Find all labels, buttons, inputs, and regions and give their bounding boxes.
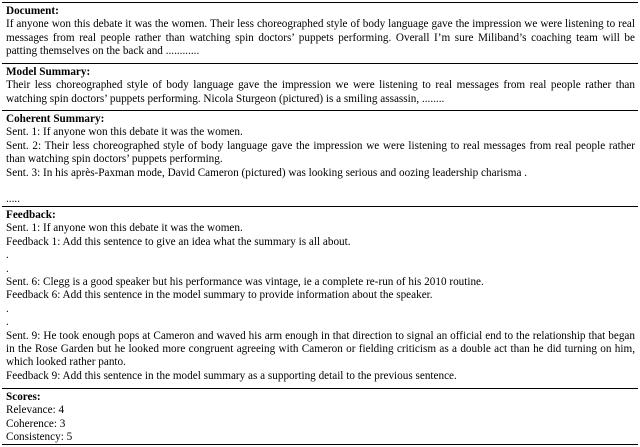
feedback-dot: . bbox=[6, 302, 9, 315]
score-coherence: Coherence: 3 bbox=[6, 417, 66, 430]
feedback-sent-9: Sent. 9: He took enough pops at Cameron and waved his arm enough in that direction to signal an official end to the relationship that began in the Rose Garden but he looked more congruent agreeing with Cameron or fielding criticism as a double act than he did turning on him, which looked rather panto. bbox=[6, 329, 635, 369]
model-summary-heading: Model Summary: bbox=[6, 66, 91, 78]
score-consistency: Consistency: 5 bbox=[6, 431, 73, 444]
model-summary-section bbox=[2, 64, 638, 111]
coherent-summary-heading: Coherent Summary: bbox=[6, 113, 105, 125]
feedback-section bbox=[2, 207, 638, 389]
feedback-1: Feedback 1: Add this sentence to give an idea what the summary is all about. bbox=[6, 235, 351, 248]
coherent-summary-section bbox=[2, 111, 638, 207]
example-table bbox=[2, 2, 638, 445]
feedback-9: Feedback 9: Add this sentence in the model summary as a supporting detail to the previous sentence. bbox=[6, 369, 457, 382]
document-section bbox=[2, 3, 638, 64]
feedback-dot: . bbox=[6, 249, 9, 262]
scores-heading: Scores: bbox=[6, 391, 41, 403]
coherent-ellipsis: ..... bbox=[6, 193, 20, 206]
feedback-dot: . bbox=[6, 316, 9, 329]
feedback-dot: . bbox=[6, 262, 9, 275]
feedback-heading: Feedback: bbox=[6, 209, 56, 221]
model-summary-text: Their less choreographed style of body language gave the impression we were listening to real messages from real people rather than watching spin doctors’ puppets performing. Nicola Sturgeon (pictured) is a smiling assassin, ........ bbox=[6, 79, 635, 105]
document-heading: Document: bbox=[6, 5, 59, 17]
document-text: If anyone won this debate it was the women. Their less choreographed style of body language gave the impression we were listening to real messages from real people rather than watching spin doctors’ puppets performing. Overall I’m sure Miliband’s coaching team will be patting themselves on the back and ............ bbox=[6, 18, 635, 58]
feedback-sent-6: Sent. 6: Clegg is a good speaker but his performance was vintage, ie a complete re-run of his 2010 routine. bbox=[6, 276, 484, 289]
coherent-sent-3: Sent. 3: In his après-Paxman mode, David Cameron (pictured) was looking serious and oozing leadership charisma . bbox=[6, 166, 528, 179]
coherent-sent-2: Sent. 2: Their less choreographed style of body language gave the impression we were listening to real messages from real people rather than watching spin doctors’ puppets performing. bbox=[6, 139, 635, 166]
score-relevance: Relevance: 4 bbox=[6, 404, 65, 417]
feedback-sent-1: Sent. 1: If anyone won this debate it was the women. bbox=[6, 222, 243, 235]
feedback-6: Feedback 6: Add this sentence in the model summary to provide information about the speaker. bbox=[6, 289, 433, 302]
coherent-sent-1: Sent. 1: If anyone won this debate it was the women. bbox=[6, 126, 243, 139]
scores-section bbox=[2, 389, 638, 444]
